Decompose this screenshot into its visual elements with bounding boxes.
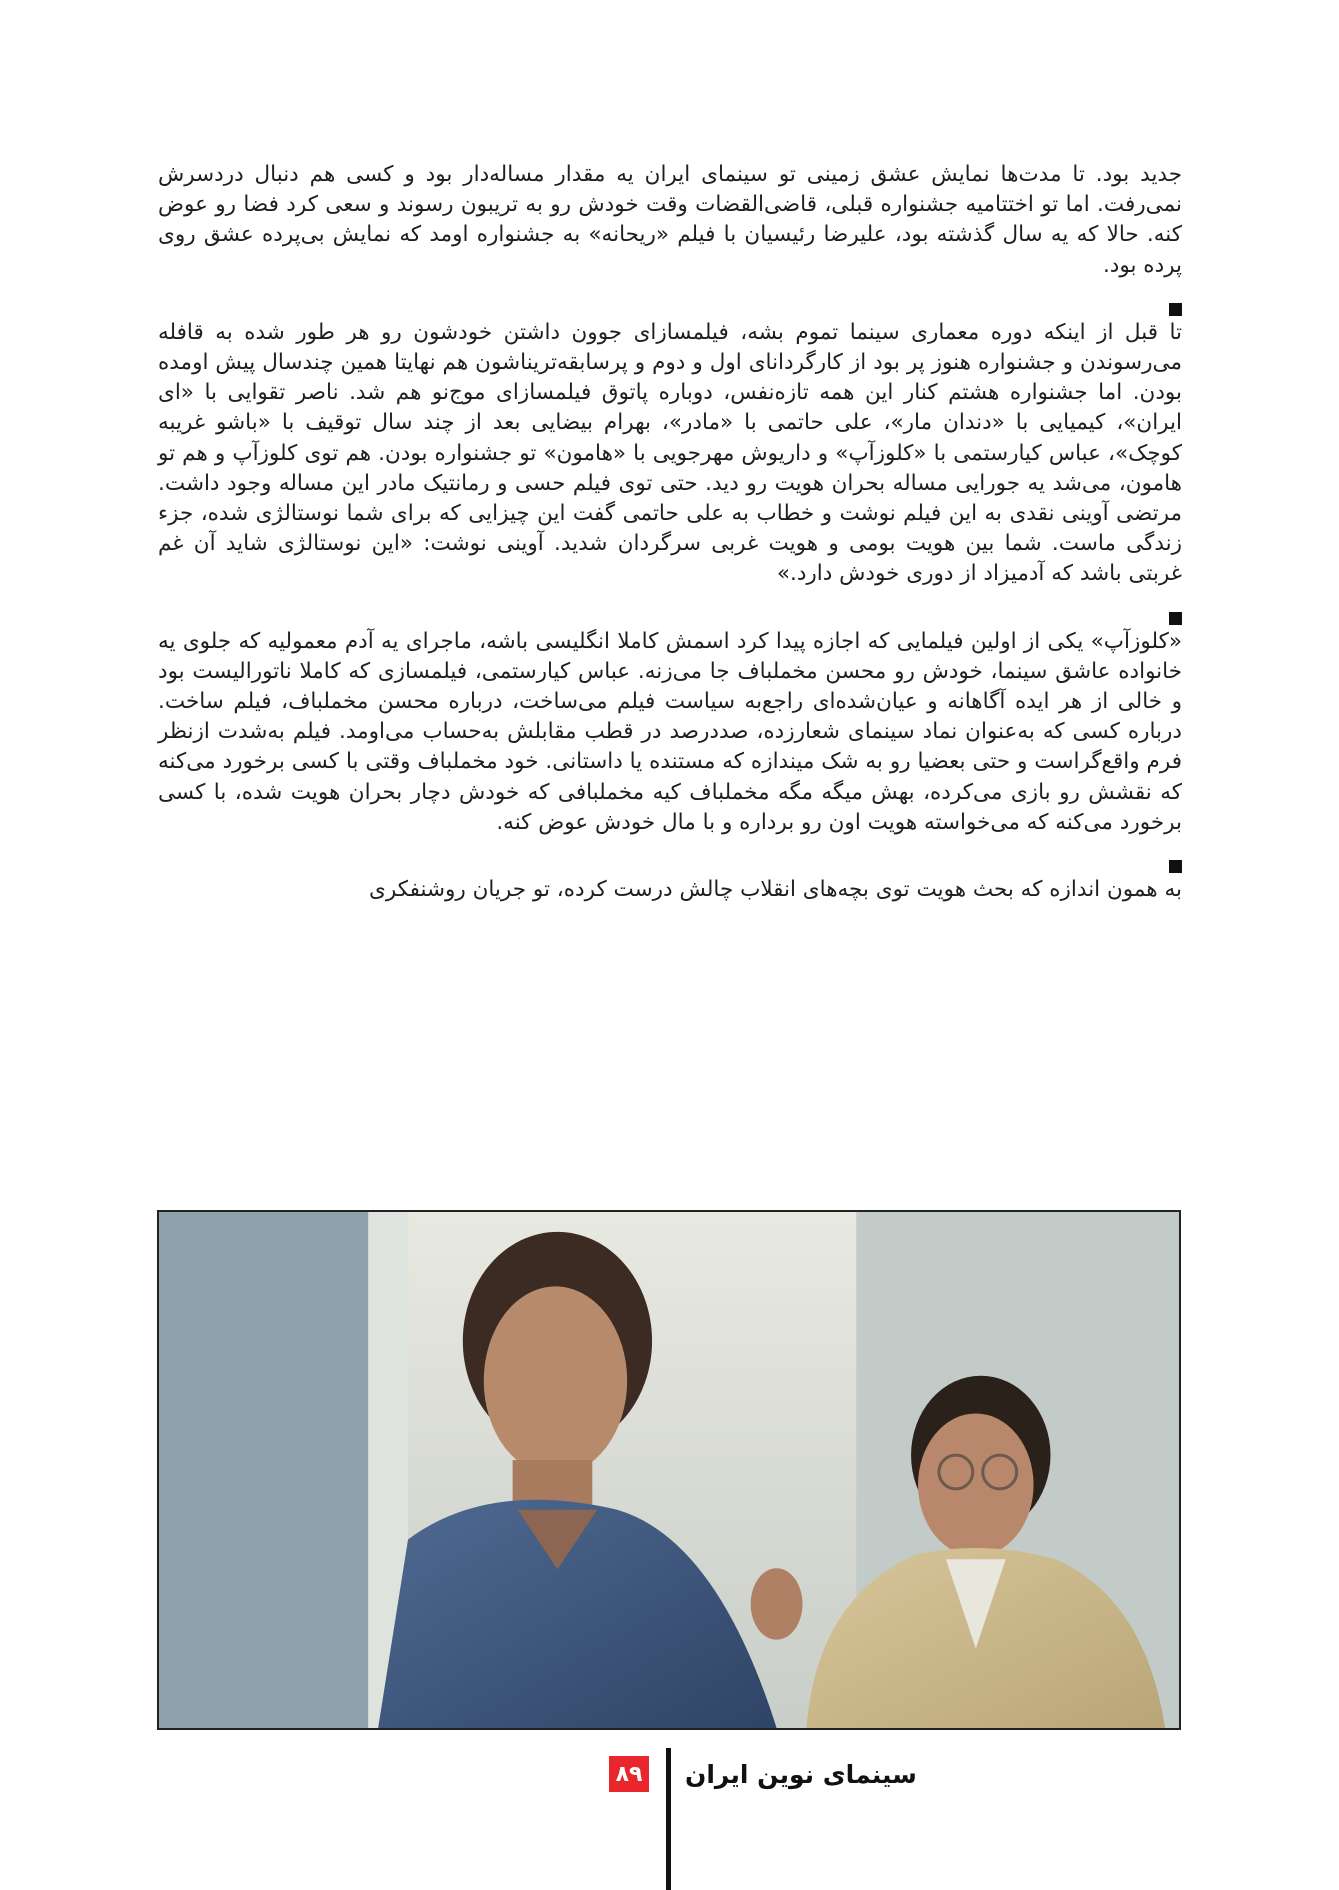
page-number: ۸۹: [609, 1756, 649, 1792]
section-marker-icon: [1169, 860, 1182, 873]
article-body: [158, 160, 1182, 905]
paragraph-1: جدید بود. تا مدت‌ها نمایش عشق زمینی تو سینمای ایران یه مقدار مساله‌دار بود و کسی هم دنبال دردسرش نمی‌رفت. اما تو اختتامیه جشنواره قبلی، قاضی‌القضات وقت خودش رو به تریبون رسوند و سعی کرد فضا رو عوض کنه. حالا که یه سال گذشته بود، علیرضا رئیسیان با فیلم «ریحانه» به جشنواره اومد که نمایش بی‌پرده عشق روی پرده بود.: [158, 162, 1182, 278]
section-marker-icon: [1169, 303, 1182, 316]
footer-divider: [666, 1748, 671, 1890]
paragraph-2: تا قبل از اینکه دوره معماری سینما تموم بشه، فیلمسازای جوون داشتن خودشون رو هر طور شده به قافله می‌رسوندن و جشنواره هنوز پر بود از کارگردانای اول و دوم و پرسابقه‌تریناشون هم نهایتا همین چندسال پیش اومده بودن. اما جشنواره هشتم کنار این همه تازه‌نفس، دوباره پاتوق فیلمسازای موج‌نو هم شد. ناصر تقوایی با «ای ایران»، کیمیایی با «دندان مار»، علی حاتمی با «مادر»، بهرام بیضایی بعد از چند سال توقیف با «باشو غریبه کوچک»، عباس کیارستمی با «کلوزآپ» و داریوش مهرجویی با «هامون» تو جشنواره بودن. هم توی کلوزآپ و هم تو هامون، می‌شد یه جورایی مساله بحران هویت رو دید. حتی توی فیلم حسی و رمانتیک مادر این مساله وجود داشت. مرتضی آوینی نقدی به این فیلم نوشت و خطاب به علی حاتمی گفت این چیزایی که برای شما نوستالژی شده، جزء زندگی ماست. شما بین هویت بومی و هویت غربی سرگردان شدید. آوینی نوشت: «این نوستالژی شاید آن غم غربتی باشد که آدمیزاد از دوری خودش دارد.»: [158, 319, 1182, 587]
magazine-title: سینمای نوین ایران: [685, 1760, 917, 1789]
paragraph-4: به همون اندازه که بحث هویت توی بچه‌های انقلاب چالش درست کرده، تو جریان روشنفکری: [369, 877, 1182, 903]
film-still-illustration: [159, 1212, 1179, 1728]
paragraph-3: «کلوزآپ» یکی از اولین فیلمایی که اجازه پیدا کرد اسمش کاملا انگلیسی باشه، ماجرای یه آدم معمولیه که جلوی یه خانواده عاشق سینما، خودش رو محسن مخملباف جا می‌زنه. عباس کیارستمی، فیلمسازی که کاملا ناتورالیست بود و خالی از هر ایده آگاهانه و عیان‌شده‌ای راجع‌به سیاست فیلم می‌ساخت، درباره محسن مخملباف، فیلم ساخت. درباره کسی که به‌عنوان نماد سینمای شعارزده، صددرصد در قطب مقابلش به‌حساب می‌اومد. فیلم به‌شدت ازنظر فرم واقع‌گراست و حتی بعضیا رو به شک میندازه که مستنده یا داستانی. خود مخملباف وقتی با کسی برخورد می‌کنه که نقشش رو بازی می‌کرده، بهش میگه مگه مخملباف کیه مخملبافی که خودش دچار بحران هویت شده، با کسی برخورد می‌کنه که می‌خواسته هویت اون رو برداره و با مال خودش عوض کنه.: [158, 628, 1182, 835]
section-marker-icon: [1169, 612, 1182, 625]
film-still-photo: [157, 1210, 1181, 1730]
